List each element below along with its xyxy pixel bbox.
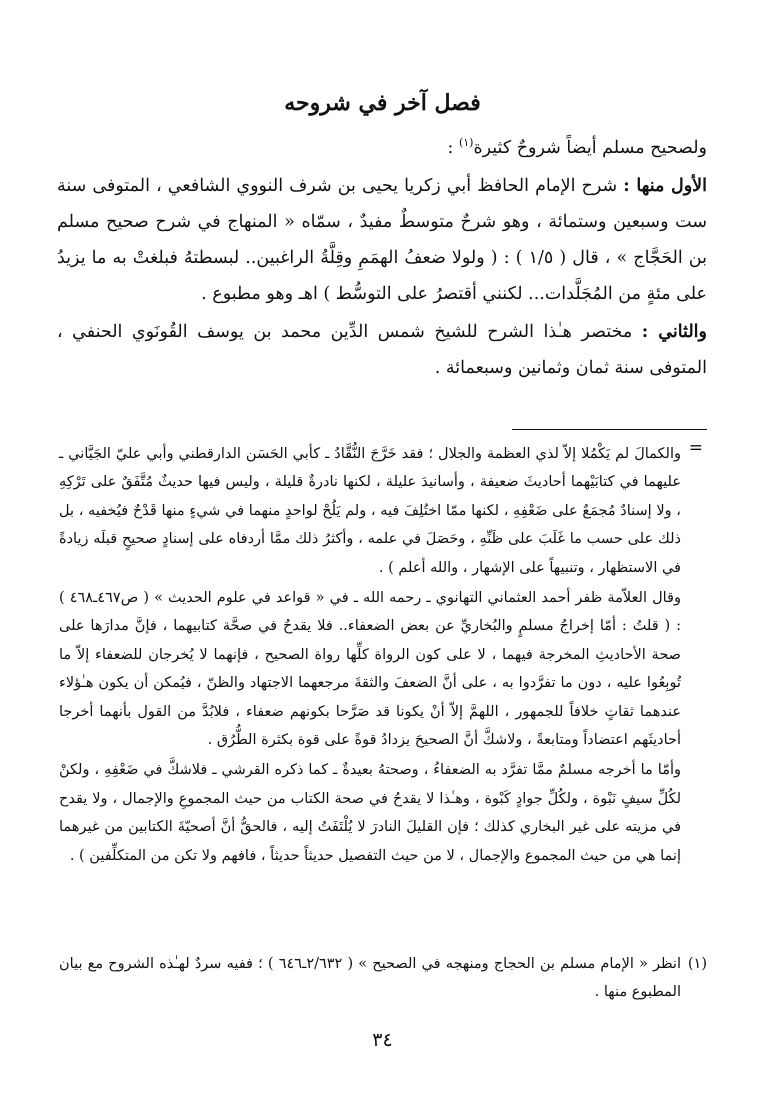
intro-tail: :	[447, 138, 459, 158]
chapter-title: فصل آخر في شروحه	[284, 90, 481, 116]
footnote-reference: (١)	[458, 136, 474, 150]
main-text	[57, 130, 707, 386]
intro-text: ولصحيح مسلم أيضاً شروحٌ كثيرة	[473, 138, 707, 158]
paragraph-body: شرح الإمام الحافظ أبي زكريا يحيى بن شرف النووي الشافعي ، المتوفى سنة ست وسبعين وستمائة ، وهو شرحٌ متوسطٌ مفيدٌ ، سمّاه « المنهاج في شرح صحيح مسلم بن الحَجَّاج » ، قال ( ١/٥ ) : ( ولولا ضعفُ الهمَمِ وقِلَّةُ الراغبين.. لبسطتهُ فبلغتْ به ما يزيدُ على مئةٍ من المُجَلَّدات... لكنني أقتصرُ على التوسُّط ) اهـ وهو مطبوع .	[57, 176, 707, 304]
note-paragraph: وأمّا ما أخرجه مسلمٌ ممَّا تفرَّد به الضعفاءُ ، وصحتهُ بعيدةٌ ـ كما ذكره القرشي ـ فلاشكَّ في ضَعْفِهِ ، ولكنْ لكُلِّ سيفٍ نَبْوة ، ولكُلِّ جوادٍ كَبْوة ، وهـٰذا لا يقدحُ في صحة الكتاب من حيث المجموعِ والإجمال ، ولا يقدح في مزيته على غير البخاري كذلك ؛ فإن القليلَ النادرَ لا يُلْتَفَتُ إليه ، فالحقُّ أنَّ أصحيّةَ الكتابين من غيرهما إنما هي من حيث المجموع والإجمال ، لا من حيث التفصيل حديثاً حديثاً ، فافهم ولا تكن من المتكلِّفين ) .	[59, 762, 681, 864]
paragraph-lead: الأول منها :	[623, 176, 707, 196]
page-number: ٣٤	[372, 1029, 393, 1051]
continuation-mark: =	[688, 438, 703, 458]
intro-line	[57, 130, 707, 166]
paragraph-body: مختصر هـٰذا الشرح للشيخ شمس الدِّين محمد بن يوسف القُونَوي الحنفي ، المتوفى سنة ثمان وثمانين وسبعمائة .	[57, 322, 707, 378]
footnote-number: (١)	[687, 956, 707, 972]
note-paragraph: وقال العلاّمة ظفر أحمد العثماني التهانوي ـ رحمه الله ـ في « قواعد في علوم الحديث » ( ص٤٦٧ـ٤٦٨ ) : ( قلتُ : أمّا إخراجُ مسلمٍ والبُخاريِّ عن بعض الضعفاء.. فلا يقدحُ في صحَّة كتابيهما ، فإنَّ مدارَها على صحة الأحاديثِ المخرجة فيهما ، لا على كون الرواة كلِّها رواة الصحيح ، فإنهما لا يُخرجان للضعفاء إلاّ ما تُوبِعُوا عليه ، دون ما تفرَّدوا به ، على أنَّ الضعفَ والثقةَ مرجعهما الاجتهاد والظنّ ، فيُمكن أن يكون هـٰؤلاء عندهما ثقاتٍ خلافاً للجمهور ، اللهمَّ إلاّ أنْ يكونا قد صَرَّحا بكونهم ضعفاء ، فلابُدَّ من القول بأنهما أخرجا أحاديثَهم اعتضاداً ومتابعةً ، ولاشكَّ أنَّ الصحيحَ يزدادُ قوةً على قوة بكثرة الطُّرُق .	[59, 590, 681, 749]
paragraph-first-commentary	[57, 168, 707, 312]
paragraph-second-commentary	[57, 314, 707, 386]
note-paragraph: والكمالَ لم يَكْمُلا إلاّ لذي العظمة والجلال ؛ فقد خَرَّجَ النُّقَّادُ ـ كأبي الحَسَن الدارقطني وأبي عليّ الجَيَّاني ـ عليهما في كتابَيْهما أحاديثَ ضعيفة ، وأسانيدَ عليلة ، لكنها نادرةٌ قليلة ، وليس فيها حديثٌ مُتَّفَقٌ على تَرْكِهِ ، ولا إسنادٌ مُجمَعٌ على ضَعْفِهِ ، لكنها ممّا اختُلِفَ فيه ، ولم يَلُحْ لواحدٍ منهما في شيءٍ منها قَدْحٌ فيُخفيه ، بل ذلك على حسب ما غَلَبَ على ظَنِّهِ ، وحَصَلَ في علمه ، وأكثرُ ذلك ممَّا أردفاه على إسنادٍ صحيحٍ قبلَه زيادةً في الاستظهار ، وتنبيهاً على الإشهار ، والله أعلم ) .	[59, 446, 681, 576]
footnote-text: انظر « الإمام مسلم بن الحجاج ومنهجه في الصحيح » ( ٢/٦٣٢ـ٦٤٦ ) ؛ ففيه سردٌ لهـٰذه الشروح مع بيان المطبوع منها .	[59, 956, 681, 1000]
paragraph-lead: والثاني :	[641, 322, 707, 342]
footnote	[59, 950, 707, 1006]
footnote-continuation	[59, 440, 681, 870]
footnote-separator	[512, 429, 707, 430]
